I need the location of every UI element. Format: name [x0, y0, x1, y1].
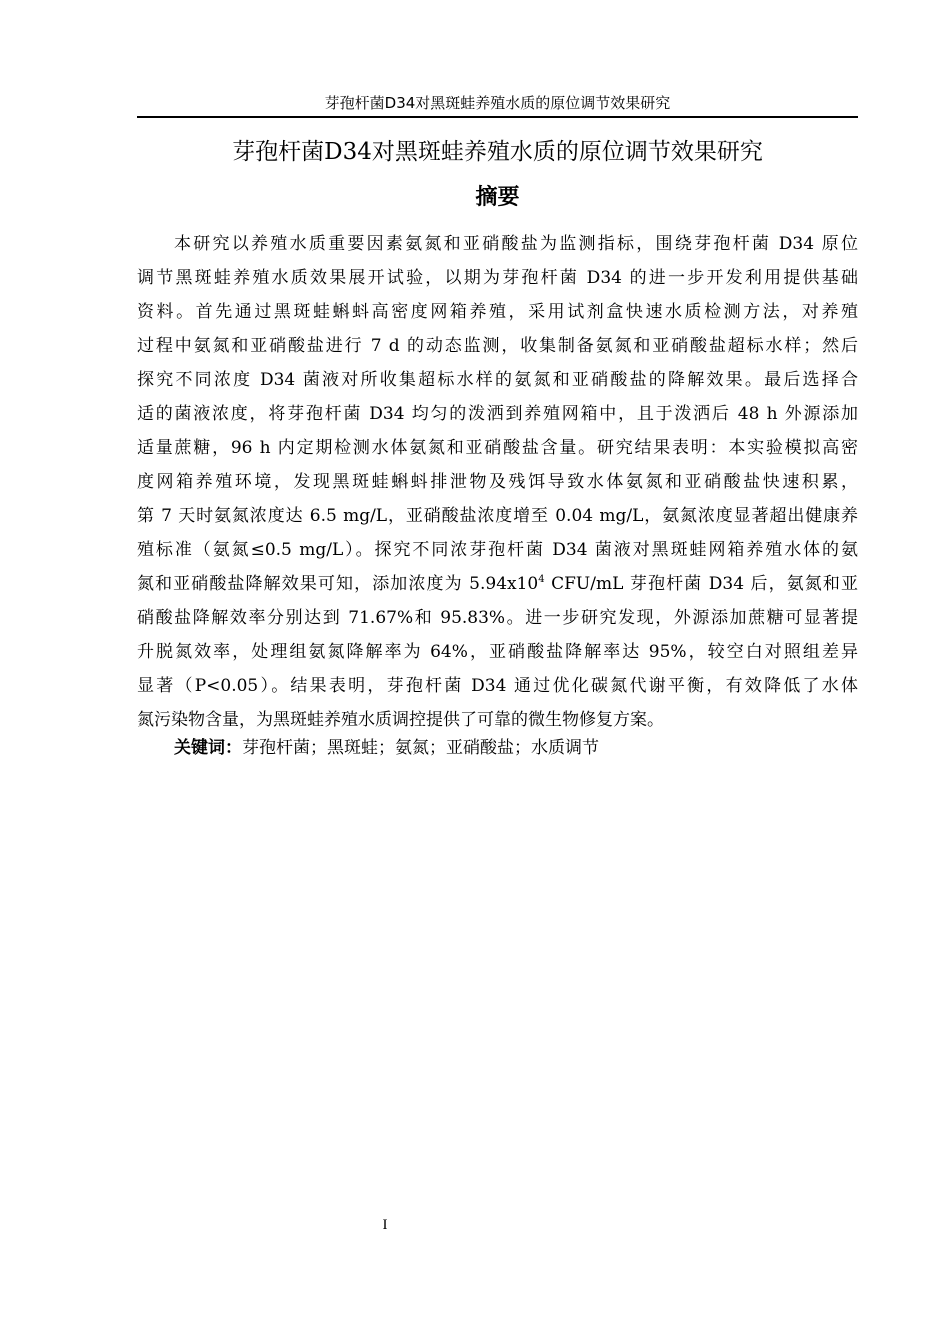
running-header: 芽孢杆菌D34对黑斑蛙养殖水质的原位调节效果研究 — [324, 94, 671, 112]
abstract-line: 度网箱养殖环境，发现黑斑蛙蝌蚪排泄物及残饵导致水体氨氮和亚硝酸盐快速积累， — [137, 472, 858, 492]
abstract-line: 殖标准（氨氮≤0.5 mg/L）。探究不同浓芽孢杆菌 D34 菌液对黑斑蛙网箱养殖水体的氨 — [137, 540, 858, 560]
exponent: 4 — [538, 574, 545, 585]
abstract-line: 硝酸盐降解效率分别达到 71.67%和 95.83%。进一步研究发现，外源添加蔗糖可显著提 — [137, 608, 858, 628]
abstract-line: 第 7 天时氨氮浓度达 6.5 mg/L，亚硝酸盐浓度增至 0.04 mg/L，氨氮浓度显著超出健康养 — [137, 506, 858, 526]
keywords — [174, 733, 858, 763]
abstract-line: 适量蔗糖，96 h 内定期检测水体氨氮和亚硝酸盐含量。研究结果表明：本实验模拟高密 — [137, 438, 858, 458]
abstract-line-with-exponent — [137, 567, 858, 601]
abstract-line: 升脱氮效率，处理组氨氮降解率为 64%，亚硝酸盐降解率达 95%，较空白对照组差异 — [137, 642, 858, 662]
page-number: I — [382, 1217, 388, 1233]
abstract-text-segment: 氮和亚硝酸盐降解效果可知，添加浓度为 5.94x10 — [137, 574, 539, 594]
abstract-body — [137, 227, 858, 737]
abstract-line: 本研究以养殖水质重要因素氨氮和亚硝酸盐为监测指标，围绕芽孢杆菌 D34 原位 — [174, 234, 858, 254]
abstract-line: 资料。首先通过黑斑蛙蝌蚪高密度网箱养殖，采用试剂盒快速水质检测方法，对养殖 — [137, 302, 858, 322]
abstract-line: 适的菌液浓度，将芽孢杆菌 D34 均匀的泼洒到养殖网箱中，且于泼洒后 48 h 外源添加 — [137, 404, 858, 424]
abstract-line: 显著（P<0.05）。结果表明，芽孢杆菌 D34 通过优化碳氮代谢平衡，有效降低了水体 — [137, 676, 858, 696]
abstract-line: 过程中氨氮和亚硝酸盐进行 7 d 的动态监测，收集制备氨氮和亚硝酸盐超标水样；然后 — [137, 336, 858, 356]
abstract-text-segment: CFU/mL 芽孢杆菌 D34 后，氨氮和亚 — [544, 574, 858, 594]
paper-title: 芽孢杆菌D34对黑斑蛙养殖水质的原位调节效果研究 — [232, 139, 763, 165]
keywords-text: 芽孢杆菌；黑斑蛙；氨氮；亚硝酸盐；水质调节 — [242, 738, 599, 758]
abstract-line: 探究不同浓度 D34 菌液对所收集超标水样的氨氮和亚硝酸盐的降解效果。最后选择合 — [137, 370, 858, 390]
abstract-line: 调节黑斑蛙养殖水质效果展开试验，以期为芽孢杆菌 D34 的进一步开发利用提供基础 — [137, 268, 858, 288]
keywords-label: 关键词： — [174, 738, 242, 758]
abstract-line: 氮污染物含量，为黑斑蛙养殖水质调控提供了可靠的微生物修复方案。 — [137, 710, 664, 730]
abstract-heading: 摘要 — [475, 185, 520, 210]
header-rule — [137, 116, 858, 118]
